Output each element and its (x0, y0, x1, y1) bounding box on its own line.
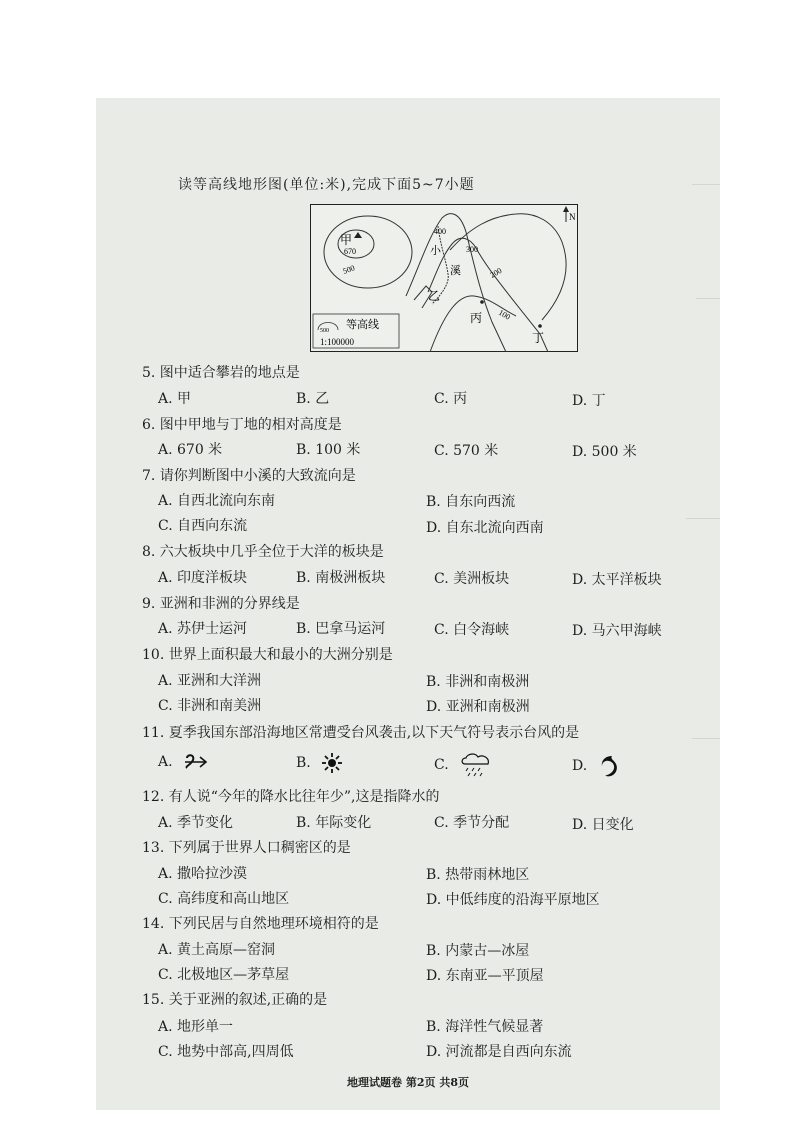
q14-option-d[interactable]: D. 东南亚—平顶屋 (426, 968, 544, 984)
q11-option-d-label: D. (572, 758, 588, 774)
q12-option-b[interactable]: B. 年际变化 (296, 815, 372, 831)
q14-option-b[interactable]: B. 内蒙古—冰屋 (426, 943, 530, 959)
label-jia: 甲 (340, 233, 353, 247)
question-12: 12. 有人说“今年的降水比往年少”,这是指降水的 (142, 789, 440, 805)
contour-map (310, 204, 578, 352)
label-yi: 乙 (428, 289, 441, 303)
legend-scale: 1:100000 (320, 337, 355, 347)
label-300: 300 (466, 245, 478, 254)
q11-option-d[interactable] (572, 754, 620, 778)
question-5: 5. 图中适合攀岩的地点是 (142, 365, 300, 381)
q10-option-a[interactable]: A. 亚洲和大洋洲 (158, 673, 262, 689)
q14-option-c[interactable]: C. 北极地区—茅草屋 (158, 967, 290, 983)
question-6: 6. 图中甲地与丁地的相对高度是 (142, 417, 342, 433)
q12-option-d[interactable]: D. 日变化 (572, 817, 634, 833)
q5-option-a[interactable]: A. 甲 (158, 391, 192, 407)
q12-option-c[interactable]: C. 季节分配 (434, 815, 510, 831)
typhoon-icon (598, 754, 620, 778)
label-stream-2: 溪 (450, 265, 461, 277)
q15-option-d[interactable]: D. 河流都是自西向东流 (426, 1044, 572, 1060)
q10-option-c[interactable]: C. 非洲和南美洲 (158, 698, 262, 714)
point-ding (538, 324, 542, 328)
label-400: 400 (434, 227, 446, 236)
label-670: 670 (344, 247, 356, 256)
question-9: 9. 亚洲和非洲的分界线是 (142, 596, 300, 612)
question-10: 10. 世界上面积最大和最小的大洲分别是 (142, 647, 393, 663)
q6-option-c[interactable]: C. 570 米 (434, 443, 499, 459)
q5-option-c[interactable]: C. 丙 (434, 391, 468, 407)
q7-option-b[interactable]: B. 自东向西流 (426, 494, 516, 510)
q13-option-c[interactable]: C. 高纬度和高山地区 (158, 891, 290, 907)
q8-option-c[interactable]: C. 美洲板块 (434, 571, 510, 587)
q7-option-d[interactable]: D. 自东北流向西南 (426, 520, 544, 536)
question-14: 14. 下列民居与自然地理环境相符的是 (142, 916, 379, 932)
question-7: 7. 请你判断图中小溪的大致流向是 (142, 468, 356, 484)
q10-option-b[interactable]: B. 非洲和南极洲 (426, 674, 530, 690)
q11-option-c[interactable] (434, 752, 493, 778)
q11-option-a[interactable] (158, 752, 209, 772)
label-100: 100 (497, 307, 512, 322)
q9-option-a[interactable]: A. 苏伊士运河 (158, 621, 248, 637)
q9-option-b[interactable]: B. 巴拿马运河 (296, 621, 386, 637)
question-13: 13. 下列属于世界人口稠密区的是 (142, 840, 351, 856)
label-north: N (569, 212, 576, 222)
q13-option-a[interactable]: A. 撒哈拉沙漠 (158, 866, 248, 882)
q13-option-b[interactable]: B. 热带雨林地区 (426, 867, 530, 883)
q6-option-d[interactable]: D. 500 米 (572, 444, 637, 460)
q8-option-a[interactable]: A. 印度洋板块 (158, 570, 248, 586)
label-stream-1: 小 (430, 245, 441, 257)
label-500: 500 (341, 263, 356, 276)
question-15: 15. 关于亚洲的叙述,正确的是 (142, 992, 328, 1008)
point-bing (480, 300, 484, 304)
label-200: 200 (488, 265, 504, 280)
q11-option-a-label: A. (158, 754, 173, 770)
page-footer: 地理试题卷 第2页 共8页 (347, 1076, 469, 1089)
wind-icon (183, 752, 209, 772)
q5-option-d[interactable]: D. 丁 (572, 393, 606, 409)
q15-option-b[interactable]: B. 海洋性气候显著 (426, 1019, 544, 1035)
q5-option-b[interactable]: B. 乙 (296, 391, 330, 407)
q8-option-d[interactable]: D. 太平洋板块 (572, 572, 662, 588)
question-11: 11. 夏季我国东部沿海地区常遭受台风袭击,以下天气符号表示台风的是 (142, 725, 580, 741)
exam-page (96, 98, 720, 1110)
q11-option-b-label: B. (296, 755, 311, 771)
q11-option-b[interactable] (296, 752, 343, 774)
q7-option-a[interactable]: A. 自西北流向东南 (158, 493, 276, 509)
q11-option-c-label: C. (434, 757, 449, 773)
q6-option-a[interactable]: A. 670 米 (158, 442, 223, 458)
q10-option-d[interactable]: D. 亚洲和南极洲 (426, 699, 530, 715)
q9-option-c[interactable]: C. 白令海峡 (434, 622, 510, 638)
label-bing: 丙 (470, 311, 483, 325)
sunny-icon (321, 752, 343, 774)
q13-option-d[interactable]: D. 中低纬度的沿海平原地区 (426, 892, 600, 908)
legend-sample-value: 500 (320, 328, 329, 334)
q12-option-a[interactable]: A. 季节变化 (158, 815, 234, 831)
q14-option-a[interactable]: A. 黄土高原—窑洞 (158, 942, 276, 958)
q15-option-c[interactable]: C. 地势中部高,四周低 (158, 1044, 294, 1060)
q6-option-b[interactable]: B. 100 米 (296, 442, 361, 458)
label-ding: 丁 (532, 331, 545, 345)
map-intro: 读等高线地形图(单位:米),完成下面5~7小题 (178, 177, 475, 193)
q9-option-d[interactable]: D. 马六甲海峡 (572, 623, 662, 639)
question-8: 8. 六大板块中几乎全位于大洋的板块是 (142, 544, 384, 560)
q8-option-b[interactable]: B. 南极洲板块 (296, 570, 386, 586)
legend-label: 等高线 (346, 319, 379, 331)
q15-option-a[interactable]: A. 地形单一 (158, 1019, 234, 1035)
rain-cloud-icon (459, 752, 493, 778)
q7-option-c[interactable]: C. 自西向东流 (158, 518, 248, 534)
